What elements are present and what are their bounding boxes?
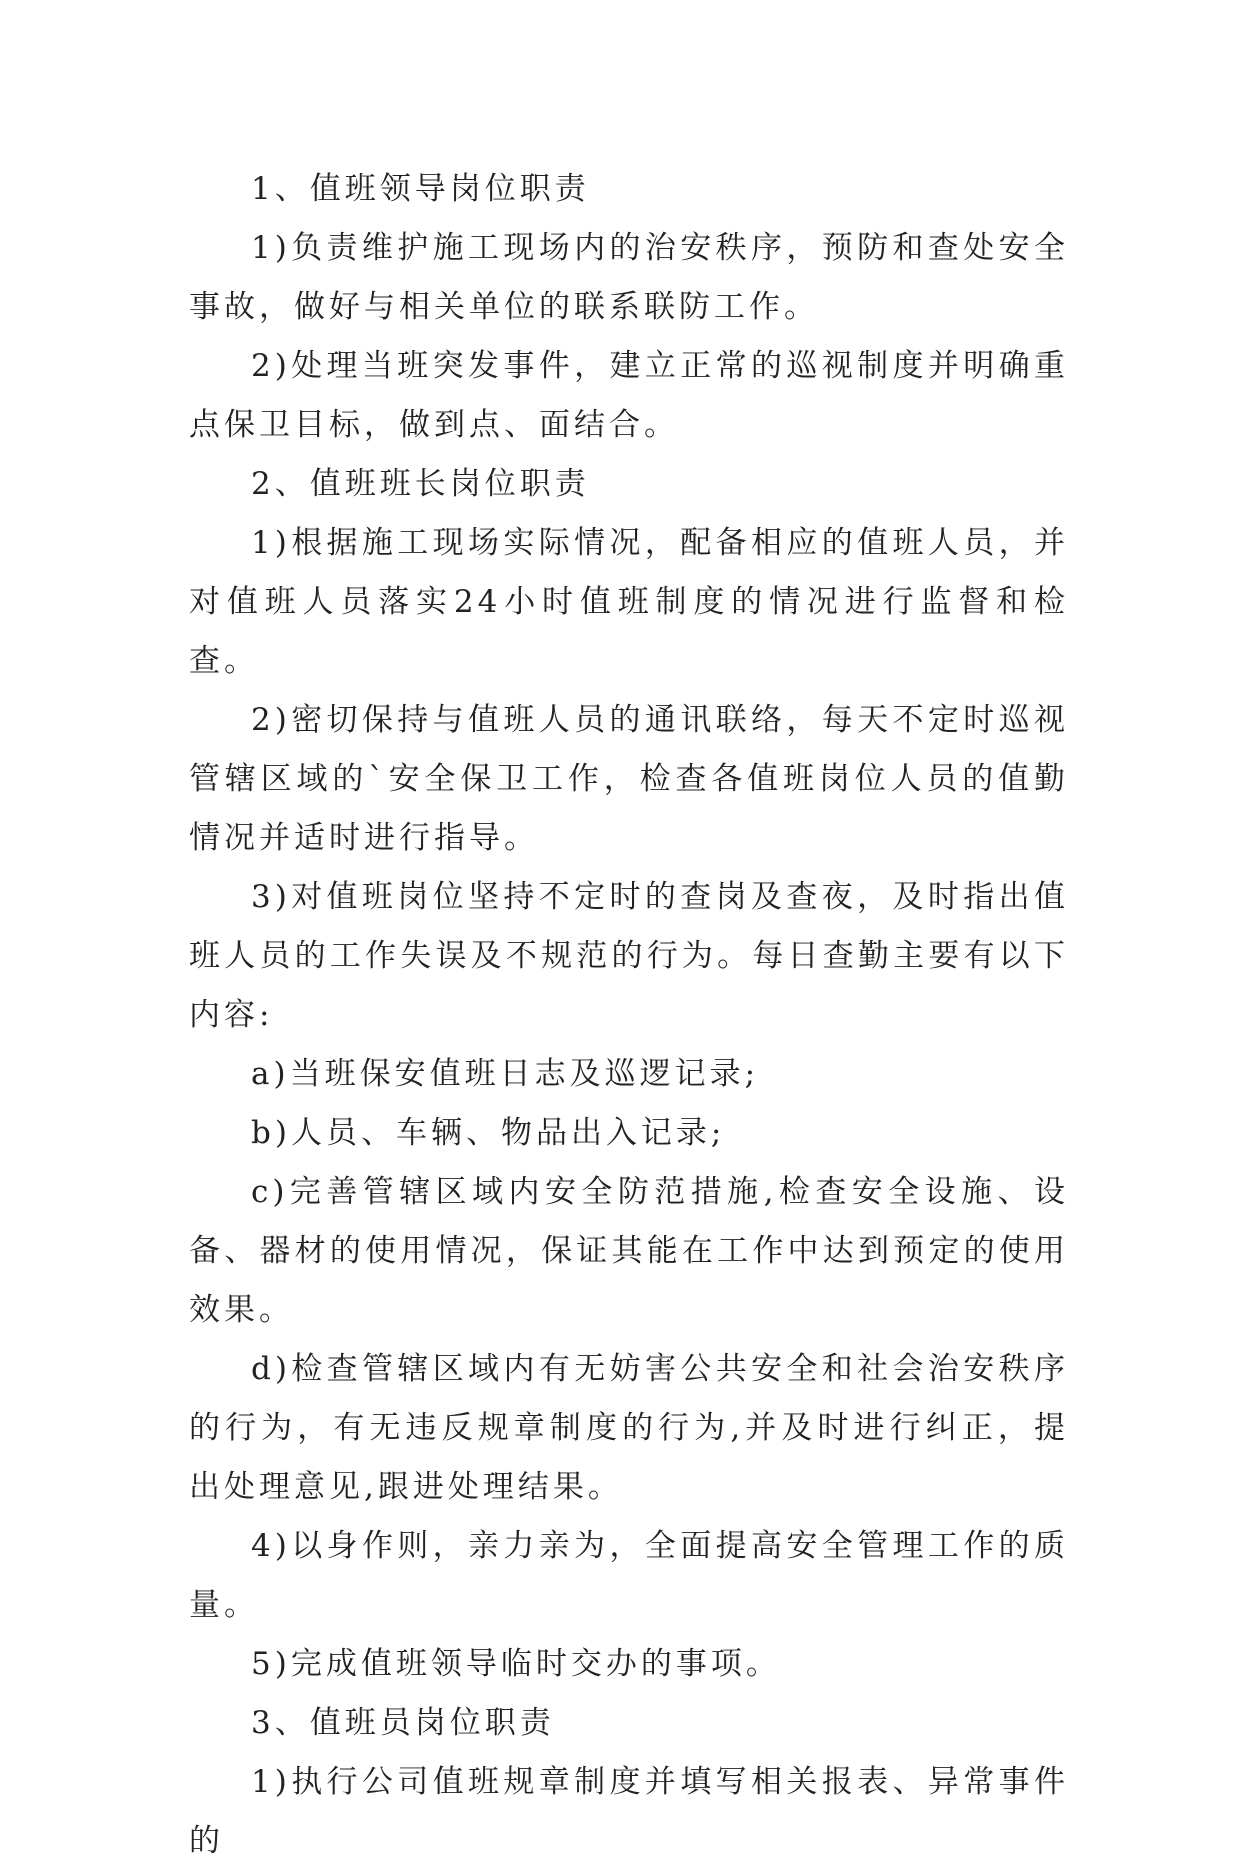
list-item: d)检查管辖区域内有无妨害公共安全和社会治安秩序的行为，有无违反规章制度的行为,并及时进行纠正，提出处理意见,跟进处理结果。 [189, 1351, 1069, 1505]
list-item: c)完善管辖区域内安全防范措施,检查安全设施、设备、器材的使用情况，保证其能在工作中达到预定的使用效果。 [189, 1174, 1069, 1328]
section-heading-duty-leader: 1、值班领导岗位职责 [251, 171, 590, 207]
paragraph: 1)执行公司值班规章制度并填写相关报表、异常事件的 [189, 1764, 1069, 1859]
list-item: a)当班保安值班日志及巡逻记录; [251, 1056, 760, 1092]
document-body [189, 160, 1069, 1871]
paragraph: 4)以身作则，亲力亲为，全面提高安全管理工作的质量。 [189, 1528, 1069, 1623]
paragraph: 1)负责维护施工现场内的治安秩序，预防和查处安全事故，做好与相关单位的联系联防工作。 [189, 230, 1069, 325]
paragraph: 1)根据施工现场实际情况，配备相应的值班人员，并对值班人员落实24小时值班制度的情况进行监督和检查。 [189, 525, 1069, 679]
paragraph: 3)对值班岗位坚持不定时的查岗及查夜，及时指出值班人员的工作失误及不规范的行为。每日查勤主要有以下内容: [189, 879, 1069, 1033]
paragraph: 2)密切保持与值班人员的通讯联络，每天不定时巡视管辖区域的`安全保卫工作，检查各值班岗位人员的值勤情况并适时进行指导。 [189, 702, 1069, 856]
paragraph: 5)完成值班领导临时交办的事项。 [251, 1646, 781, 1682]
section-heading-shift-leader: 2、值班班长岗位职责 [251, 466, 590, 502]
section-heading-duty-staff: 3、值班员岗位职责 [251, 1705, 555, 1741]
paragraph: 2)处理当班突发事件，建立正常的巡视制度并明确重点保卫目标，做到点、面结合。 [189, 348, 1069, 443]
list-item: b)人员、车辆、物品出入记录; [251, 1115, 726, 1151]
